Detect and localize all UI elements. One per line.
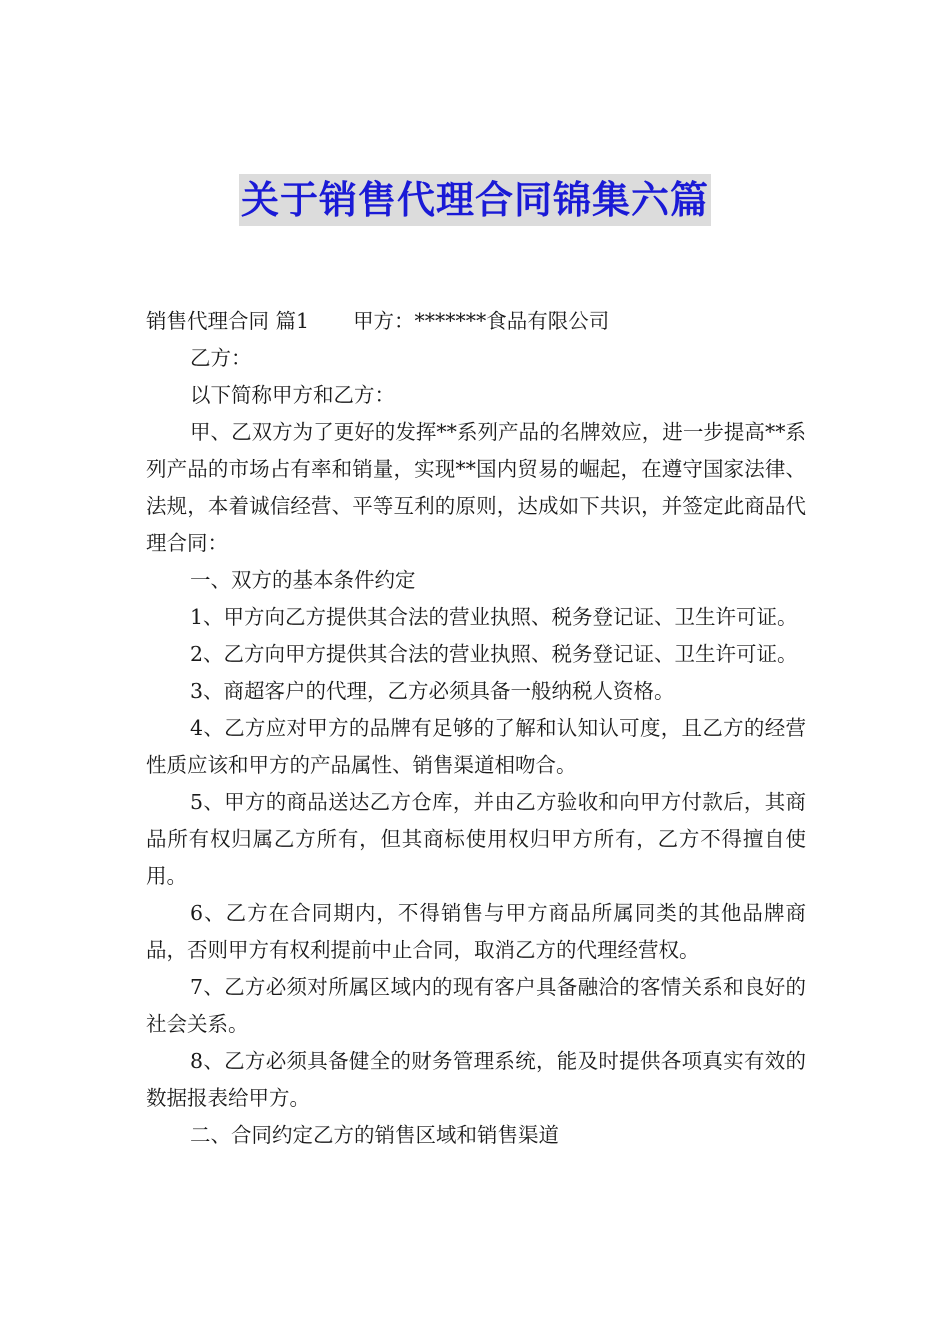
clause-8: 8、乙方必须具备健全的财务管理系统，能及时提供各项真实有效的数据报表给甲方。 xyxy=(146,1049,806,1110)
contract-heading-line xyxy=(146,303,806,340)
section-heading-2: 二、合同约定乙方的销售区域和销售渠道 xyxy=(190,1123,559,1147)
clause-7: 7、乙方必须对所属区域内的现有客户具备融洽的客情关系和良好的社会关系。 xyxy=(146,975,806,1036)
clause-3: 3、商超客户的代理，乙方必须具备一般纳税人资格。 xyxy=(190,679,675,703)
paragraph-preamble: 甲、乙双方为了更好的发挥**系列产品的名牌效应，进一步提高**系列产品的市场占有率和销量，实现**国内贸易的崛起，在遵守国家法律、法规，本着诚信经营、平等互利的原则，达成如下共识，并签定此商品代理合同： xyxy=(146,420,806,555)
section-heading-1: 一、双方的基本条件约定 xyxy=(190,568,416,592)
clause-5: 5、甲方的商品送达乙方仓库，并由乙方验收和向甲方付款后，其商品所有权归属乙方所有，但其商标使用权归甲方所有，乙方不得擅自使用。 xyxy=(146,790,806,888)
document-title: 关于销售代理合同锦集六篇 xyxy=(239,174,711,226)
paragraph-abbreviation: 以下简称甲方和乙方： xyxy=(190,383,395,407)
clause-4: 4、乙方应对甲方的品牌有足够的了解和认知认可度，且乙方的经营性质应该和甲方的产品属性、销售渠道相吻合。 xyxy=(146,716,806,777)
contract-number: 销售代理合同 篇1 xyxy=(146,309,310,333)
title-container xyxy=(0,174,950,226)
paragraph-party-b: 乙方： xyxy=(190,346,252,370)
document-body xyxy=(146,303,806,1154)
party-a-line: 甲方：*******食品有限公司 xyxy=(353,309,610,333)
clause-1: 1、甲方向乙方提供其合法的营业执照、税务登记证、卫生许可证。 xyxy=(190,605,798,629)
clause-2: 2、乙方向甲方提供其合法的营业执照、税务登记证、卫生许可证。 xyxy=(190,642,798,666)
clause-6: 6、乙方在合同期内，不得销售与甲方商品所属同类的其他品牌商品，否则甲方有权利提前中止合同，取消乙方的代理经营权。 xyxy=(146,901,806,962)
